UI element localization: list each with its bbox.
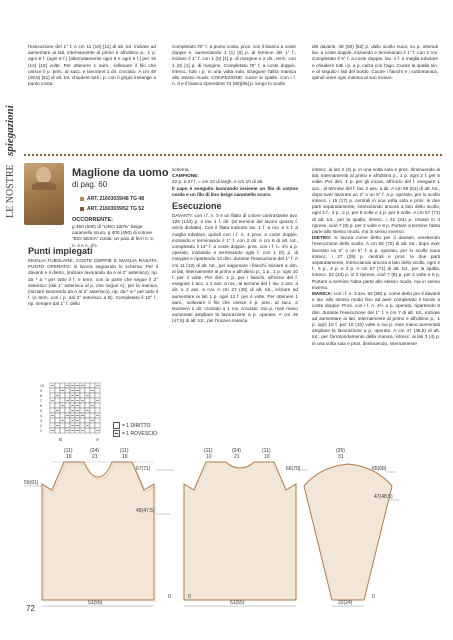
occorrente-heading: OCCORRENTE: [72,217,113,223]
chart-cell [55,388,60,393]
front-schematic [24,448,174,606]
yarn-swatch-icon [80,197,84,201]
article-2-label: ART. 21603039/52 TG 52 [87,206,144,212]
right-column [312,167,440,347]
chart-cell [85,418,90,423]
chart-cell [95,423,100,428]
front-base-width: 51(55) [88,600,103,606]
davanti-cont-text: intrecc. ai lati 3 (4) p. in una volta sola e pros. diminuendo ai lati, internamente al primo e all'ultimo p., 1 p. ogni 2 f. per 6 volte. Per dim. 1 p. per gli incavi, all'inizio del f. eseguire 1 acc., al termine del f. lav. 2 ass. a dir. A cm 59 (61) di alt. tot., dopo aver lavorato un 2° o un 6° f. a p. operato, per lo scollo intrecc. i 15 (17) p. centrali in una volta sola e pros. le due parti separatamente, intrecciando ancora a lato dello scollo, ogni 2 f., 3 p., 2 p. per 5 volte e 1 p. per 5 volte. A cm 67 (71) di alt. tot., per la spalla, intrecc. i 22 (24) p. rimasti in 3 riprese, cioè 7 (8) p. per 2 volte e 8 p. Portare a termine l'altra parte allo stesso modo, ma in senso inverso. [312,167,440,235]
chart-cell [90,428,95,433]
middle-intro: schema. [172,167,190,172]
chart-cell [80,423,85,428]
punti-text: MAGLIA TUBOLARE, COSTE DOPPIE E MAGLIA RASATA. PUNTO OPERATO: si lavora seguendo lo schema. Per il davanti e il dietro, (iniziare lavorando da A al 2° asterisco), rip. da * a * per tutto il f. e term. con la parte che segue il 2° asterisco (dal 1° asterisco al p. che segue A); per la manica, (iniziare lavorando da A al 2° asterisco), rip. da * a * per tutto il f. (e term. con i p. dal 2° asterisco a B). Completato il 10° f., rip. sempre dal 1° f. dello [28,258,158,307]
chart-cell [85,383,90,388]
manica-text: con i f. n. 3 avv. 54 (58) p. come detto per il davanti e lav. allo stesso modo fino ad aver completato il bordo a coste doppie. Pros. con i f. n. 4½ a p. operato, ripartendo 6 dim. durante l'esecuzione del 1° f. A cm 7 di alt. tot., iniziare ad aumentare ai lati, internamente al primo e all'ultimo p., 1 p. ogni 10 f. per 10 (10) volte e sui p. man mano aumentati ampliare la lavorazione a p. operato. A cm 47 (48,5) di alt. tot., per l'arrotondamento della manica, intrecc. ai lati 3 (4) p. in una volta sola e pros. diminuendo, internamente [312,291,440,346]
article-1-label: ART. 21603039/48 TG 48 [87,196,144,202]
chart-cell [90,408,95,413]
chart-cell [95,408,100,413]
back-shoulder2-width-alt: (11) [262,448,271,454]
dietro-heading: DIETRO: [312,235,332,241]
chart-row-number: 6 [40,404,42,408]
chart-row-number: 3 [40,419,42,423]
chart-cell [90,393,95,398]
chart-cell [65,393,70,398]
back-base-width: 51(55) [230,600,245,606]
product-title: Maglione da uomo [72,167,169,179]
chart-cell [55,403,60,408]
chart-cell [65,418,70,423]
chart-cell [50,403,55,408]
sleeve-top-width: 31 [338,454,344,460]
section-label-prefix: LE NOSTRE [5,164,16,218]
front-shoulder2-width-alt: (11) [120,448,129,454]
sleeve-top-width-alt: (35) [336,448,345,454]
chart-row-number: 4 [40,414,42,418]
chart-cell [60,413,65,418]
chart-cell [95,403,100,408]
dietro-text: si lavora come detto per il davanti, omettendo l'esecuzione dello scollo. A cm 66 (70) di alt. tot., dopo aver lavorato un 2° o un 6° f. a p. operato, per lo scollo nuca intrecc. i 27 (29) p. centrali e pros. le due parti separatamente, intrecciando ancora a lato dello scollo, ogni 2 f., 5 p., 4 p. e 3 p. A cm 67 (71) di alt. tot., per la spalla, intrecc. 22 (24) p. in 3 riprese, cioè 7 (8) p. per 2 volte e 8 p. Portare a termine l'altra parte allo stesso modo, ma in senso inverso. [312,235,440,290]
chart-cell [85,403,90,408]
legend-label-rovescio: = 1 ROVESCIO [122,431,157,437]
campione-heading: CAMPIONE: [172,173,199,179]
chart-cell [60,393,65,398]
punti-section [28,246,158,308]
chart-cell [60,383,65,388]
section-label [2,40,16,220]
chart-cell [90,423,95,428]
front-base-zero: 0 [168,594,171,600]
sleeve-cap-height: 47(48,5) [374,494,393,500]
back-schematic [184,448,308,606]
chart-label-a: A [96,437,100,442]
chart-cell [80,388,85,393]
article-2 [80,206,144,212]
back-height-total: 66(70) [286,466,301,472]
chart-label-b: B [59,437,63,442]
top-column-3 [312,44,438,81]
stitch-chart-grid [38,381,108,447]
chart-cell [65,423,70,428]
chart-row-number: 10 [40,384,44,388]
empty-square-icon [113,422,120,429]
article-1 [80,196,144,202]
chart-cell [80,403,85,408]
chart-cell [85,428,90,433]
back-shoulder-width: 10 [206,454,212,460]
chart-cell [95,393,100,398]
front-armhole-height: 45(47,5) [136,508,155,514]
sleeve-schematic [304,448,400,606]
front-shoulder-width: 10 [66,454,72,460]
occorrente-body: g 450 (500) di “LINO 100%” beige caramello scuro, g 400 (450) di cotone “BIO SESIA” corda; un paio di ferri n. 3, n. 4 e n. 4½. [72,224,155,248]
chart-cell [50,393,55,398]
chart-row-number: 8 [40,394,42,398]
chart-row-number: 5 [40,409,42,413]
chart-cell [55,413,60,418]
legend-label-diritto: = 1 DIRITTO [122,423,151,429]
sleeve-base-width: 22(24) [338,600,353,606]
back-base-zero: 0 [188,594,191,600]
chart-cell [90,383,95,388]
legend-item-diritto [113,422,157,430]
chart-cell [80,408,85,413]
yarn-swatch-icon [80,207,84,211]
chart-cell [60,428,65,433]
back-shoulder2-width: 10 [264,454,270,460]
chart-cell [85,388,90,393]
esecuzione-text: DAVANTI: con i f. n. 3 e un filato di colore contrastante avv. 126 (134) p. e lav. 1 f. dir. (al termine del lavoro questo f. verrà disfatto). Con il filato indicato lav. 1 f. a rov. e 4 f. a maglia tubolare, quindi con i f. n. 4 pros. a coste doppie, iniziando e terminando il 1° f. con 2 dir. A cm 6 di alt. tot., completato il 14° f. a coste doppie, pros. con i f. n. 4½ a p. operato, iniziando e terminando ogni f. con 1 (0) p. di margine e ripartendo 13 dim. durante l'esecuzione del 1° f. A cm 11 (12) di alt. tot., per sagomare i fianchi, iniziare a dim. ai lati, internamente al primo e all'ultimo p., 1 p., 1 p. ogni 10 f. per 4 volte. Per dim. 1 p. per i fianchi, all'inizio del f. eseguire 1 acc. o 2 ass. a rov., al termine del f. lav. 2 ass. a dir. o 2 ass. a rov. A cm 27 (28) di alt. tot., iniziare ad aumentare ai lati 1 p. ogni 12 f. per 4 volte. Per ottenere 1 aum., sollevare il filo che unisce il p. prec. al succ. e lavorarvi 1 dir. crociato o 1 rov. crociato. Sui p. man mano aumentati ampliare la lavorazione a p. operato. A cm 45 (47,5) di alt. tot., per l'incavo manica [172,213,298,324]
section-label-main: spiegazioni [4,105,16,156]
chart-cell [55,398,60,403]
chart-cell [90,398,95,403]
back-neck-width-alt: (24) [232,448,241,454]
page-number: 72 [26,604,35,613]
chart-cell [80,393,85,398]
top-column-2 [172,44,296,87]
back-neck-width: 21 [234,454,240,460]
chart-cell [55,383,60,388]
chart-cell [50,408,55,413]
chart-cell [50,418,55,423]
front-height-total: 67(71) [136,466,151,472]
chart-row-number: 1 [40,429,42,433]
chart-cell [60,423,65,428]
chart-cell [60,408,65,413]
sleeve-height-total: 65(68) [372,466,387,472]
sweater-collar [32,182,56,190]
front-side-height: 59(61) [24,480,39,486]
manica-heading: MANICA: [312,291,333,297]
product-page-ref: di pag. 60 [72,180,108,189]
front-shoulder-width-alt: (11) [64,448,73,454]
chart-cell [85,413,90,418]
front-shoulder2-width: 10 [122,454,128,460]
top-col1-text: l'esecuzione del 1° f. A cm 11 (10) [11] di alt. tot. iniziare ad aumentare ai lati, internamente al primo e all'ultimo p., 1 p. ogni 8 f. (ogni 8 f.) [alternatamente ogni 8 e ogni 6 f.] per 15 (14) [15] volte. Per ottenere 1 aum., sollevare il filo che unisce il p. prec. al succ. e lavorarvi 1 dir. crociato. A cm 48 (49,5) [51] di alt. tot. chiudere tutti i p. con il grigio melange a punto costa. [28,44,156,87]
front-neck-width: 21 [92,454,98,460]
chart-legend [113,422,157,438]
chart-cell [90,413,95,418]
middle-column [172,167,298,325]
chart-cell [65,408,70,413]
chart-cell [50,423,55,428]
chart-row-number: 2 [40,424,42,428]
legend-item-rovescio [113,430,157,438]
chart-cell [60,398,65,403]
dash-square-icon [113,430,120,437]
back-shoulder-width-alt: (11) [204,448,213,454]
chart-row-number: 7 [40,399,42,403]
chart-row-number: 9 [40,389,42,393]
top-col2-text: Completato l'8° f. a punto costa, pros. con il bianco a coste doppie e, aumentando 1 (1) [0] p. al termine del 1° f., iniziare il 1° f. con 1 (0) [1] p. di margine e 2 dir., term. con 1 (0) [1] p. di margine. Completato l'8° f. a coste doppie, intrecc. tutti i p. in una volta sola. Eseguire l'altra manica allo stesso modo. CONFEZIONE: cucire le spalle. Con i f. n. 3 e il bianco riprendere 74 (80)[86] p. lungo lo scollo [172,44,296,87]
chart-cell [65,388,70,393]
section-divider [24,154,442,158]
chart-cell [95,388,100,393]
chart-cell [65,403,70,408]
chart-cell [55,418,60,423]
top-column-1 [28,44,156,87]
schematics [24,440,444,608]
model-photo [24,163,64,225]
chart-cell [55,428,60,433]
campione-text: 22 p. e 27 f. = cm 10 di largh. e cm 10 di alt. [172,179,264,185]
bold-note: Il capo è eseguito lavorando insieme un filo di cotone corda e un filo di lino beige caramello scuro. [172,185,298,197]
chart-cell [50,388,55,393]
front-neck-width-alt: (24) [90,448,99,454]
sleeve-base-zero: 0 [372,594,375,600]
top-col3-text: del davanti, 48 (50) [52] p. dallo scollo nuca; su p. ottenuti lav. a coste doppie, iniziando e terminando il 1° f. con 2 rov. Completato il 9° f. a coste doppie, lav. 4 f. a maglia tubolare e chiudere tutti i p. a p. calza con l'ago. Cucire la spalla sin. e di seguito i lati del bordo. Cucire i fianchi e i sottomanica, quindi unire ogni manica al suo incavo. [312,44,438,81]
chart-cell [95,418,100,423]
chart-cell [85,398,90,403]
esecuzione-heading: Esecuzione [172,201,222,212]
chart-cell [80,418,85,423]
punti-heading: Punti impiegati [28,246,93,256]
